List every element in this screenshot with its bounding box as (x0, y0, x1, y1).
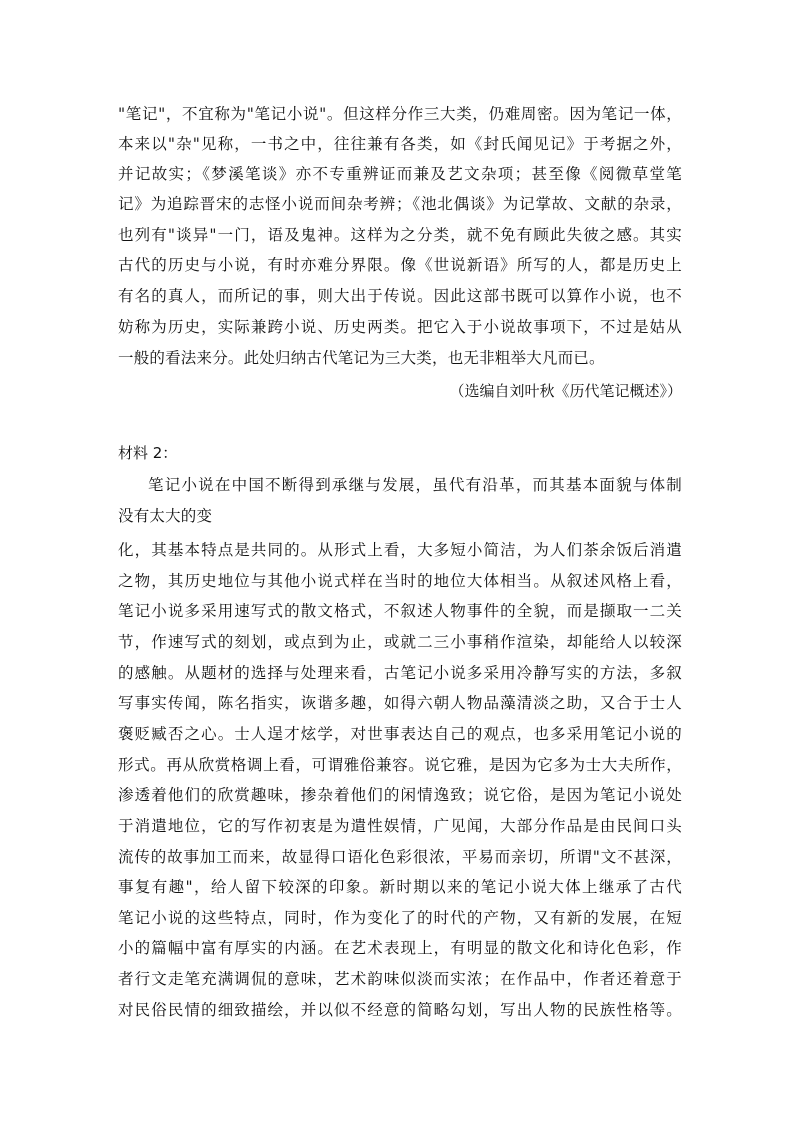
material-heading: 材料 2： (118, 444, 178, 462)
text-line: 事复有趣"，给人留下较深的印象。新时期以来的笔记小说大体上继承了古代 (118, 878, 682, 896)
text-line: 记》为追踪晋宋的志怪小说而间杂考辨；《池北偶谈》为记掌故、文献的杂录， (118, 195, 682, 213)
text-line: 流传的故事加工而来，故显得口语化色彩很浓，平易而亲切，所谓"文不甚深， (118, 848, 682, 866)
text-line: 本来以"杂"见称，一书之中，往往兼有各类，如《封氏闻见记》于考据之外， (118, 135, 682, 153)
text-line: "笔记"，不宜称为"笔记小说"。但这样分作三大类，仍难周密。因为笔记一体， (118, 105, 682, 123)
text-line: 褒贬臧否之心。士人逞才炫学，对世事表达自己的观点，也多采用笔记小说的 (118, 725, 682, 743)
text-line: 于消遣地位，它的写作初衷是为遣性娱情，广见闻，大部分作品是由民间口头 (118, 817, 682, 835)
text-line: 节，作速写式的刻划，或点到为止，或就二三小事稍作渲染，却能给人以较深 (118, 633, 682, 651)
source-citation: （选编自刘叶秋《历代笔记概述》） (449, 382, 682, 400)
text-line: 没有太大的变 (118, 507, 213, 525)
text-line: 妨称为历史，实际兼跨小说、历史两类。把它入于小说故事项下，不过是姑从 (118, 318, 682, 336)
text-line: 对民俗民情的细致描绘，并以似不经意的简略勾划，写出人物的民族性格等。 (118, 1001, 682, 1019)
text-line: 有名的真人，而所记的事，则大出于传说。因此这部书既可以算作小说，也不 (118, 287, 682, 305)
text-line: 并记故实；《梦溪笔谈》亦不专重辨证而兼及艺文杂项；甚至像《阅微草堂笔 (118, 165, 682, 183)
text-line: 之物，其历史地位与其他小说式样在当时的地位大体相当。从叙述风格上看， (118, 572, 682, 590)
text-line: 小的篇幅中富有厚实的内涵。在艺术表现上，有明显的散文化和诗化色彩，作 (118, 939, 682, 957)
text-line: 古代的历史与小说，有时亦难分界限。像《世说新语》所写的人，都是历史上 (118, 256, 682, 274)
text-line: 写事实传闻，陈名指实，诙谐多趣，如得六朝人物品藻清淡之助，又合于士人 (118, 694, 682, 712)
text-line: 也列有"谈异"一门，语及鬼神。这样为之分类，就不免有顾此失彼之感。其实 (118, 226, 682, 244)
text-line: 的感触。从题材的选择与处理来看，古笔记小说多采用冷静写实的方法，多叙 (118, 664, 682, 682)
text-line: 笔记小说的这些特点，同时，作为变化了的时代的产物，又有新的发展，在短 (118, 909, 682, 927)
text-line: 形式。再从欣赏格调上看，可谓雅俗兼容。说它雅，是因为它多为士大夫所作， (118, 756, 682, 774)
text-line: 化，其基本特点是共同的。从形式上看，大多短小简洁，为人们茶余饭后消遣 (118, 541, 682, 559)
text-line: 一般的看法来分。此处归纳古代笔记为三大类，也无非粗举大凡而已。 (118, 349, 605, 367)
text-line: 笔记小说多采用速写式的散文格式，不叙述人物事件的全貌，而是撷取一二关 (118, 602, 682, 620)
text-line: 者行文走笔充满调侃的意味，艺术韵味似淡而实浓；在作品中，作者还着意于 (118, 970, 682, 988)
text-line: 渗透着他们的欣赏趣味，掺杂着他们的闲情逸致；说它俗，是因为笔记小说处 (118, 786, 682, 804)
text-line: 笔记小说在中国不断得到承继与发展，虽代有沿革，而其基本面貌与体制 (148, 476, 682, 494)
